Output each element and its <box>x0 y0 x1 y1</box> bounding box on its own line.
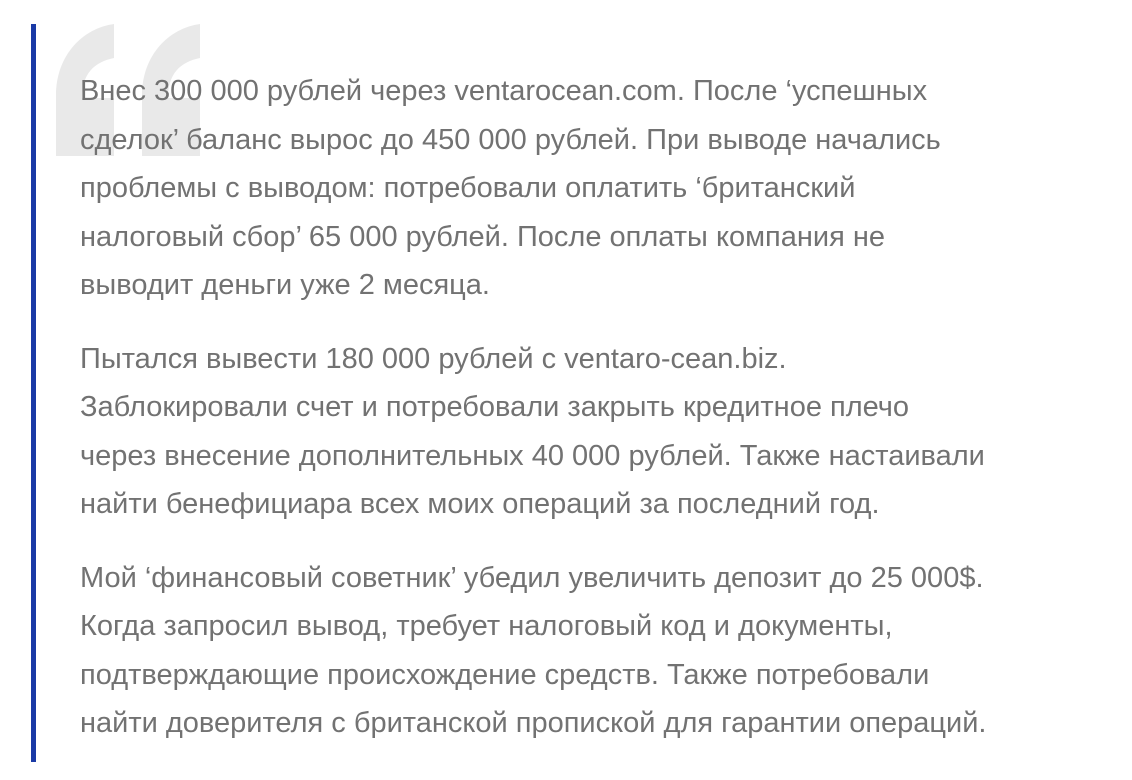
quote-line: выводит деньги уже 2 месяца. <box>80 269 490 301</box>
quote-paragraph <box>80 335 1120 529</box>
quote-line: Когда запросил вывод, требует налоговый код и документы, <box>80 610 893 642</box>
quote-accent-bar <box>31 24 36 762</box>
quote-line: найти доверителя с британской пропиской для гарантии операций. <box>80 707 987 739</box>
quote-line: Мой ‘финансовый советник’ убедил увеличить депозит до 25 000$. <box>80 561 984 594</box>
quote-line: подтверждающие происхождение средств. Также потребовали <box>80 658 930 691</box>
quote-line: найти бенефициара всех моих операций за последний год. <box>80 488 880 520</box>
quote-line: Пытался вывести 180 000 рублей с ventaro-cean.biz. <box>80 342 787 375</box>
quote-line: сделок’ баланс вырос до 450 000 рублей. При выводе начались <box>80 123 941 156</box>
quote-paragraph <box>80 67 1120 310</box>
quote-paragraph <box>80 554 1120 748</box>
quote-text <box>80 67 1120 773</box>
quote-line: налоговый сбор’ 65 000 рублей. После оплаты компания не <box>80 220 885 253</box>
quote-line: проблемы с выводом: потребовали оплатить ‘британский <box>80 172 856 204</box>
quote-line: Внес 300 000 рублей через ventarocean.com. После ‘успешных <box>80 75 928 107</box>
quote-line: через внесение дополнительных 40 000 рублей. Также настаивали <box>80 439 985 472</box>
quote-line: Заблокировали счет и потребовали закрыть кредитное плечо <box>80 391 910 423</box>
